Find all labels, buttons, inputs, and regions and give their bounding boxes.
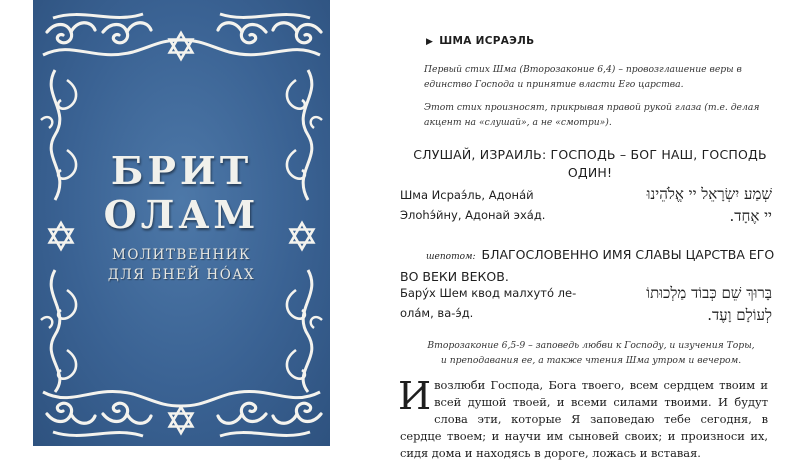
transliteration-line: Бару́х Шем квод малхуто́ ле- xyxy=(400,286,577,300)
cover-title-line2: ОЛАМ xyxy=(103,192,260,237)
hebrew-line: בָּרוּךְ שֵׁם כְּבוֹד מַלְכוּתוֹ xyxy=(646,284,772,302)
shema-transliteration xyxy=(400,185,590,225)
prayer-page xyxy=(398,0,780,460)
cover-subtitle-line2: ДЛЯ БНЕЙ НÓАХ xyxy=(107,267,256,283)
transliteration-line: Элоhэ́йну, Адонай эха́д. xyxy=(400,208,546,222)
transliteration-line: ола́м, ва-э́д. xyxy=(400,306,474,320)
section-title: ШМА ИСРАЭЛЬ xyxy=(439,35,535,47)
section-heading xyxy=(426,35,534,47)
deuteronomy-note: Второзаконие 6,5-9 – заповедь любви к Господу, и изучения Торы, и преподавания ее, а также чтения Шма утром и вечером. xyxy=(427,340,755,366)
baruch-transliteration xyxy=(400,283,590,323)
drop-cap: И xyxy=(398,374,432,418)
hebrew-line: יי אֶחָד. xyxy=(729,207,772,225)
vahavta-paragraph xyxy=(398,374,768,462)
intro-note: Первый стих Шма (Второзаконие 6,4) – провозглашение веры в единство Господа и принятие власти Его царства. xyxy=(424,64,742,90)
transliteration-line: Шма Исраэ́ль, Адона́й xyxy=(400,188,534,202)
baruch-declaration xyxy=(400,245,780,286)
triangle-bullet-icon: ▶ xyxy=(426,37,434,47)
cover-title-line1: БРИТ xyxy=(110,148,253,193)
baruch-hebrew xyxy=(590,282,772,326)
baruch-line1: БЛАГОСЛОВЕННО ИМЯ СЛАВЫ ЦАРСТВА ЕГО xyxy=(481,247,775,262)
baruch-line2: ВО ВЕКИ ВЕКОВ. xyxy=(400,269,509,284)
cover-subtitle-line1: МОЛИТВЕННИК xyxy=(112,247,251,263)
hebrew-line: שְׁמַע יִשְׂרָאֵל יי אֱלֹהֵינוּ xyxy=(646,185,772,203)
shema-hebrew xyxy=(590,183,772,227)
whisper-label: шепотом: xyxy=(426,252,476,262)
vahavta-text: возлюби Господа, Бога твоего, всем сердцем твоим и всей душой твоей, и всеми силами твоими. И будут слова эти, которые Я заповедаю тебе сегодня, в сердце твоем; и научи им сыновей своих; и произноси их, сидя дома и находясь в дороге, ложась и вставая. xyxy=(400,378,768,460)
instruction-note: Этот стих произносят, прикрывая правой рукой глаза (т.е. делая акцент на «слушай», а не «смотри»). xyxy=(424,102,760,128)
shema-declaration: СЛУШАЙ, ИЗРАИЛЬ: ГОСПОДЬ – БОГ НАШ, ГОСПОДЬ ОДИН! xyxy=(413,147,767,180)
book-cover xyxy=(33,0,330,446)
hebrew-line: לְעוֹלָם וָעֶד. xyxy=(707,306,772,324)
